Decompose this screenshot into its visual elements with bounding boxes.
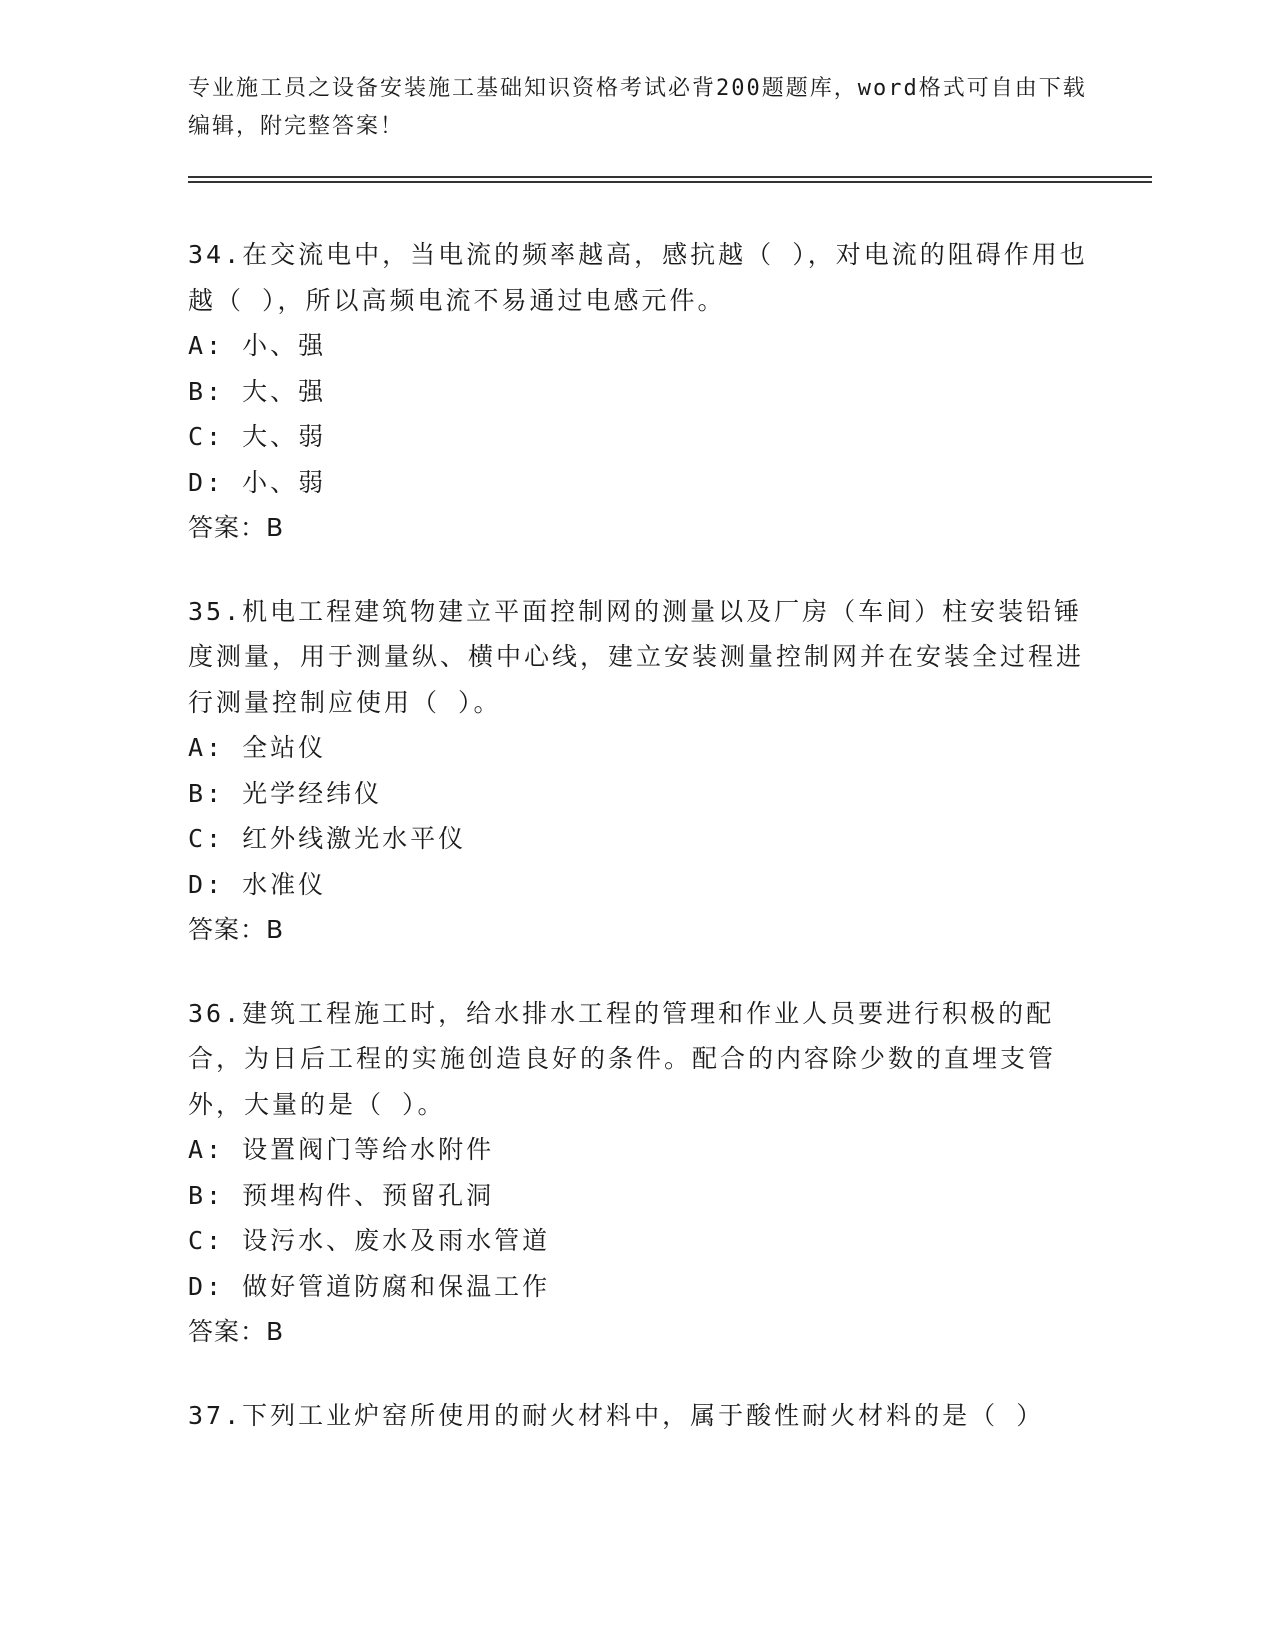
question-35 [188, 589, 1088, 953]
question-stem: 36.建筑工程施工时，给水排水工程的管理和作业人员要进行积极的配合，为日后工程的实施创造良好的条件。配合的内容除少数的直埋支管外，大量的是（ ）。 [188, 998, 1057, 1119]
option-a: A: 设置阀门等给水附件 [188, 1135, 495, 1164]
document-header: 专业施工员之设备安装施工基础知识资格考试必背200题题库，word格式可自由下载编辑，附完整答案！ [188, 76, 1087, 139]
option-d: D: 水准仪 [188, 869, 327, 899]
option-c: C: 大、弱 [188, 422, 327, 451]
answer-line: 答案：B [188, 1317, 285, 1346]
question-37 [188, 1393, 1088, 1439]
question-34 [188, 232, 1088, 551]
question-list [188, 232, 1088, 1476]
option-a: A: 全站仪 [188, 733, 327, 762]
option-b: B: 光学经纬仪 [188, 778, 383, 808]
option-b: B: 预埋构件、预留孔洞 [188, 1180, 495, 1210]
option-d: D: 做好管道防腐和保温工作 [188, 1271, 551, 1301]
option-b: B: 大、强 [188, 376, 327, 406]
option-d: D: 小、弱 [188, 467, 327, 497]
header-divider-bottom [188, 181, 1152, 183]
option-c: C: 设污水、废水及雨水管道 [188, 1226, 551, 1255]
answer-line: 答案：B [188, 513, 285, 542]
option-a: A: 小、强 [188, 331, 327, 360]
question-stem: 35.机电工程建筑物建立平面控制网的测量以及厂房（车间）柱安装铅锤度测量，用于测量纵、横中心线，建立安装测量控制网并在安装全过程进行测量控制应使用（ ）。 [188, 596, 1085, 717]
question-stem: 34.在交流电中，当电流的频率越高，感抗越（ ），对电流的阻碍作用也越（ ），所以高频电流不易通过电感元件。 [188, 240, 1088, 315]
question-stem: 37.下列工业炉窑所使用的耐火材料中，属于酸性耐火材料的是（ ） [188, 1400, 1045, 1430]
option-c: C: 红外线激光水平仪 [188, 824, 467, 853]
question-36 [188, 991, 1088, 1355]
header-divider-top [188, 176, 1152, 178]
answer-line: 答案：B [188, 915, 285, 944]
